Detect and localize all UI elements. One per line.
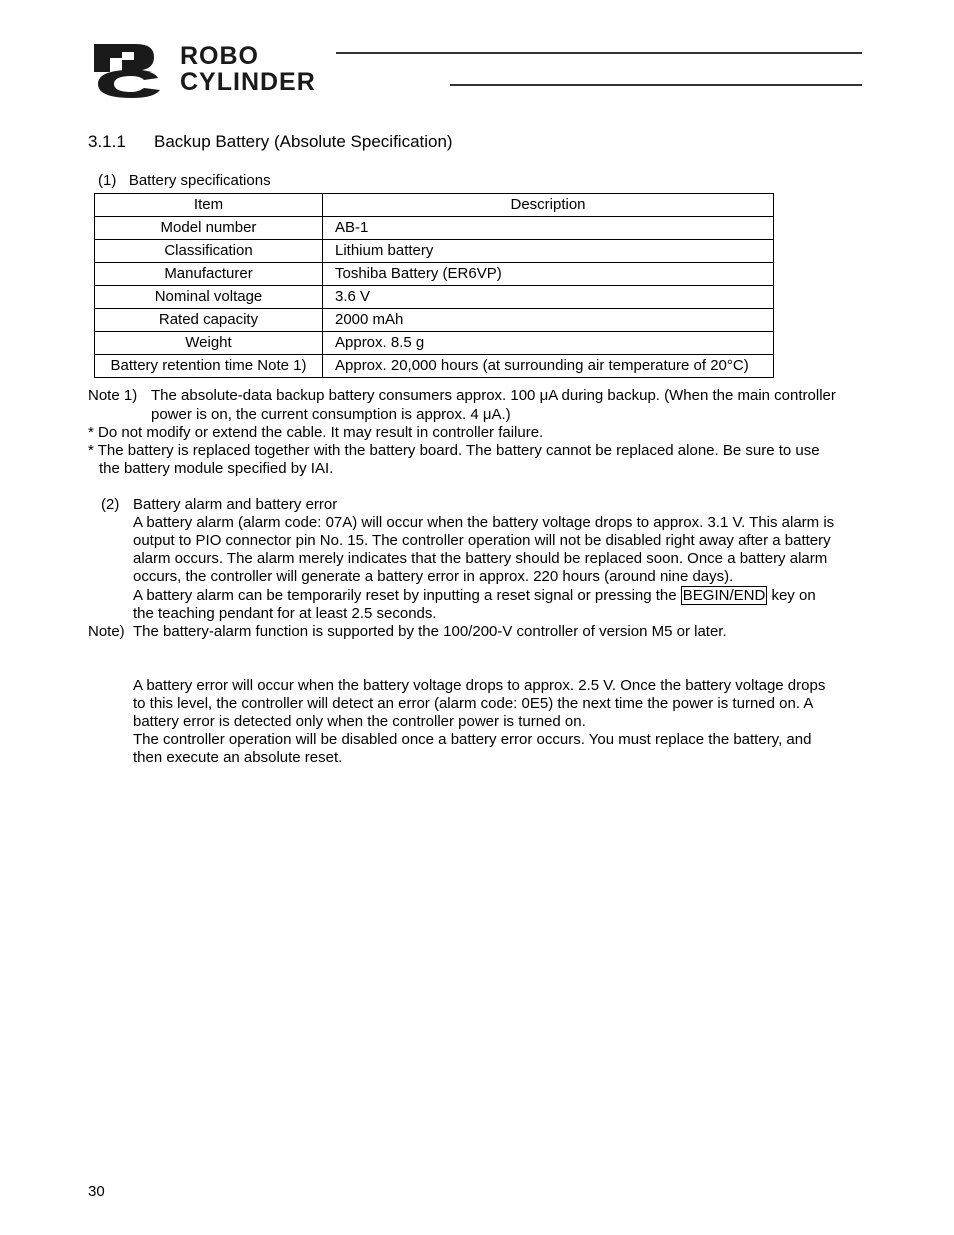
table-cell-description: 3.6 V: [323, 286, 774, 309]
header-rule-top: [336, 52, 862, 54]
alarm-paragraph-line: A battery alarm (alarm code: 07A) will occur when the battery voltage drops to approx. 3.1 V. This alarm is: [133, 514, 835, 531]
table-cell-description: AB-1: [323, 217, 774, 240]
table-cell-description: Approx. 8.5 g: [323, 332, 774, 355]
note1-label: Note 1): [88, 387, 138, 404]
section-heading: [88, 132, 453, 152]
table-cell-description: 2000 mAh: [323, 309, 774, 332]
table-cell-item: Model number: [95, 217, 323, 240]
section-number: 3.1.1: [88, 132, 126, 151]
table-row: [95, 263, 774, 286]
logo-text-line2: CYLINDER: [180, 68, 316, 96]
note1-line2: power is on, the current consumption is approx. 4 μA.): [151, 406, 511, 423]
alarm-section-number: (2): [101, 496, 120, 513]
alarm-reset-text: A battery alarm can be temporarily reset by inputting a reset signal or pressing the: [133, 587, 681, 604]
table-header-row: [95, 194, 774, 217]
begin-end-key: BEGIN/END: [682, 587, 766, 604]
error-paragraph-line: to this level, the controller will detect an error (alarm code: 0E5) the next time the power is turned on. A: [133, 695, 814, 712]
error-paragraph-line: then execute an absolute reset.: [133, 749, 343, 766]
header-rule-bottom: [450, 84, 862, 86]
page-number: 30: [88, 1183, 105, 1200]
alarm-paragraph-line: occurs, the controller will generate a battery error in approx. 220 hours (around nine days).: [133, 568, 734, 585]
error-paragraph-line: The controller operation will be disabled once a battery error occurs. You must replace the battery, and: [133, 731, 812, 748]
table-row: [95, 332, 774, 355]
alarm-section-title: Battery alarm and battery error: [133, 496, 338, 513]
table-cell-item: Rated capacity: [95, 309, 323, 332]
alarm-paragraph-line: output to PIO connector pin No. 15. The controller operation will not be disabled right away after a battery: [133, 532, 831, 549]
table-cell-item: Weight: [95, 332, 323, 355]
table-row: [95, 217, 774, 240]
rc-logo-icon: [92, 42, 172, 98]
alarm-reset-line1: [133, 587, 816, 605]
alarm-note-label: Note): [88, 623, 125, 640]
alarm-reset-line2: the teaching pendant for at least 2.5 seconds.: [133, 605, 437, 622]
table-row: [95, 309, 774, 332]
note-bullet-replacement-line1: * The battery is replaced together with the battery board. The battery cannot be replaced alone. Be sure to use: [88, 442, 820, 459]
logo-text: [180, 44, 316, 96]
note-bullet-cable: * Do not modify or extend the cable. It may result in controller failure.: [88, 424, 544, 441]
battery-specs-label: (1) Battery specifications: [98, 172, 271, 189]
alarm-reset-text-after: key on: [767, 587, 816, 604]
table-row: [95, 355, 774, 378]
alarm-paragraph-line: alarm occurs. The alarm merely indicates that the battery should be replaced soon. Once a battery alarm: [133, 550, 828, 567]
robo-cylinder-logo: [92, 42, 872, 98]
section-title: Backup Battery (Absolute Specification): [154, 132, 453, 151]
table-cell-description: Toshiba Battery (ER6VP): [323, 263, 774, 286]
table-cell-item: Nominal voltage: [95, 286, 323, 309]
table-cell-item: Battery retention time Note 1): [95, 355, 323, 378]
table-row: [95, 240, 774, 263]
alarm-note-text: The battery-alarm function is supported by the 100/200-V controller of version M5 or later.: [133, 623, 727, 640]
logo-text-line1: ROBO: [180, 42, 259, 70]
table-cell-description: Lithium battery: [323, 240, 774, 263]
table-cell-description: Approx. 20,000 hours (at surrounding air temperature of 20°C): [323, 355, 774, 378]
note1-line1: The absolute-data backup battery consumers approx. 100 μA during backup. (When the main controller: [151, 387, 836, 404]
error-paragraph-line: A battery error will occur when the battery voltage drops to approx. 2.5 V. Once the battery voltage drops: [133, 677, 826, 694]
note-bullet-replacement-line2: the battery module specified by IAI.: [99, 460, 334, 477]
error-paragraph-line: battery error is detected only when the controller power is turned on.: [133, 713, 586, 730]
table-cell-item: Classification: [95, 240, 323, 263]
table-row: [95, 286, 774, 309]
table-cell-item: Manufacturer: [95, 263, 323, 286]
table-header-description: Description: [323, 194, 774, 217]
table-header-item: Item: [95, 194, 323, 217]
battery-spec-table: [94, 193, 774, 378]
